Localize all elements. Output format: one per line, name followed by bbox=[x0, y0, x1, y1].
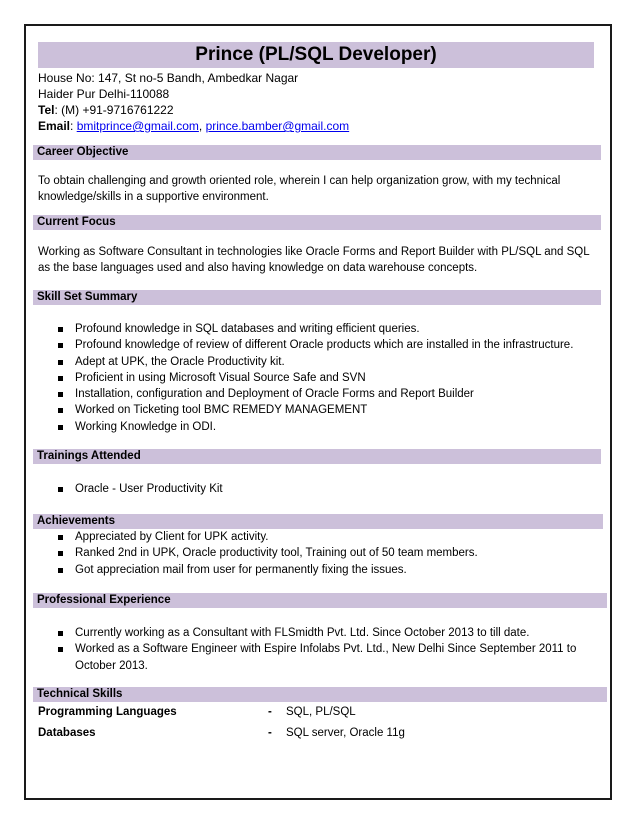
list-item: Working Knowledge in ODI. bbox=[58, 419, 593, 435]
email-line bbox=[38, 118, 349, 134]
email-separator: : bbox=[70, 119, 77, 133]
experience-list bbox=[58, 625, 593, 674]
tel-value: : (M) +91-9716761222 bbox=[54, 103, 174, 117]
resume-title: Prince (PL/SQL Developer) bbox=[38, 42, 594, 68]
list-item: Ranked 2nd in UPK, Oracle productivity tool, Training out of 50 team members. bbox=[58, 545, 593, 561]
email-link-2[interactable]: prince.bamber@gmail.com bbox=[205, 119, 350, 133]
section-heading-current-focus: Current Focus bbox=[33, 215, 601, 230]
section-heading-technical-skills: Technical Skills bbox=[33, 687, 607, 702]
list-item: Currently working as a Consultant with FLSmidth Pvt. Ltd. Since October 2013 to till date. bbox=[58, 625, 593, 641]
tech-skill-dash: - bbox=[268, 706, 272, 718]
tech-skill-dash: - bbox=[268, 727, 272, 739]
list-item: Profound knowledge of review of different Oracle products which are installed in the infrastructure. bbox=[58, 337, 593, 353]
email-separator: , bbox=[198, 119, 206, 133]
section-heading-achievements: Achievements bbox=[33, 514, 603, 529]
section-heading-trainings: Trainings Attended bbox=[33, 449, 601, 464]
email-label: Email bbox=[38, 119, 71, 133]
telephone-line bbox=[38, 102, 349, 118]
achievements-list bbox=[58, 529, 593, 578]
tel-label: Tel bbox=[38, 103, 55, 117]
section-heading-experience: Professional Experience bbox=[33, 593, 607, 608]
list-item: Appreciated by Client for UPK activity. bbox=[58, 529, 593, 545]
career-objective-text: To obtain challenging and growth oriented role, wherein I can help organization grow, with my technical knowledge/skills in a supportive environment. bbox=[38, 175, 561, 203]
tech-skill-value: SQL server, Oracle 11g bbox=[286, 727, 405, 739]
email-link-1[interactable]: bmitprince@gmail.com bbox=[76, 119, 199, 133]
list-item: Profound knowledge in SQL databases and writing efficient queries. bbox=[58, 321, 593, 337]
current-focus-text: Working as Software Consultant in technologies like Oracle Forms and Report Builder with PL/SQL and SQL as the base languages used and also having knowledge on data warehouse concepts. bbox=[38, 246, 590, 274]
list-item: Oracle - User Productivity Kit bbox=[58, 481, 593, 497]
contact-block bbox=[38, 70, 349, 134]
skill-set-list bbox=[58, 321, 593, 435]
list-item: Adept at UPK, the Oracle Productivity kit. bbox=[58, 354, 593, 370]
list-item: Worked as a Software Engineer with Espire Infolabs Pvt. Ltd., New Delhi Since September 2011 to October 2013. bbox=[58, 641, 593, 674]
list-item: Got appreciation mail from user for permanently fixing the issues. bbox=[58, 562, 593, 578]
address-line-2: Haider Pur Delhi-110088 bbox=[38, 87, 170, 101]
list-item: Proficient in using Microsoft Visual Source Safe and SVN bbox=[58, 370, 593, 386]
tech-skill-label: Programming Languages bbox=[38, 706, 177, 718]
list-item: Worked on Ticketing tool BMC REMEDY MANAGEMENT bbox=[58, 402, 593, 418]
section-heading-skill-set: Skill Set Summary bbox=[33, 290, 601, 305]
tech-skill-label: Databases bbox=[38, 727, 96, 739]
tech-skill-value: SQL, PL/SQL bbox=[286, 706, 356, 718]
address-line-1: House No: 147, St no-5 Bandh, Ambedkar Nagar bbox=[38, 71, 299, 85]
section-heading-career-objective: Career Objective bbox=[33, 145, 601, 160]
list-item: Installation, configuration and Deployment of Oracle Forms and Report Builder bbox=[58, 386, 593, 402]
trainings-list bbox=[58, 481, 593, 497]
